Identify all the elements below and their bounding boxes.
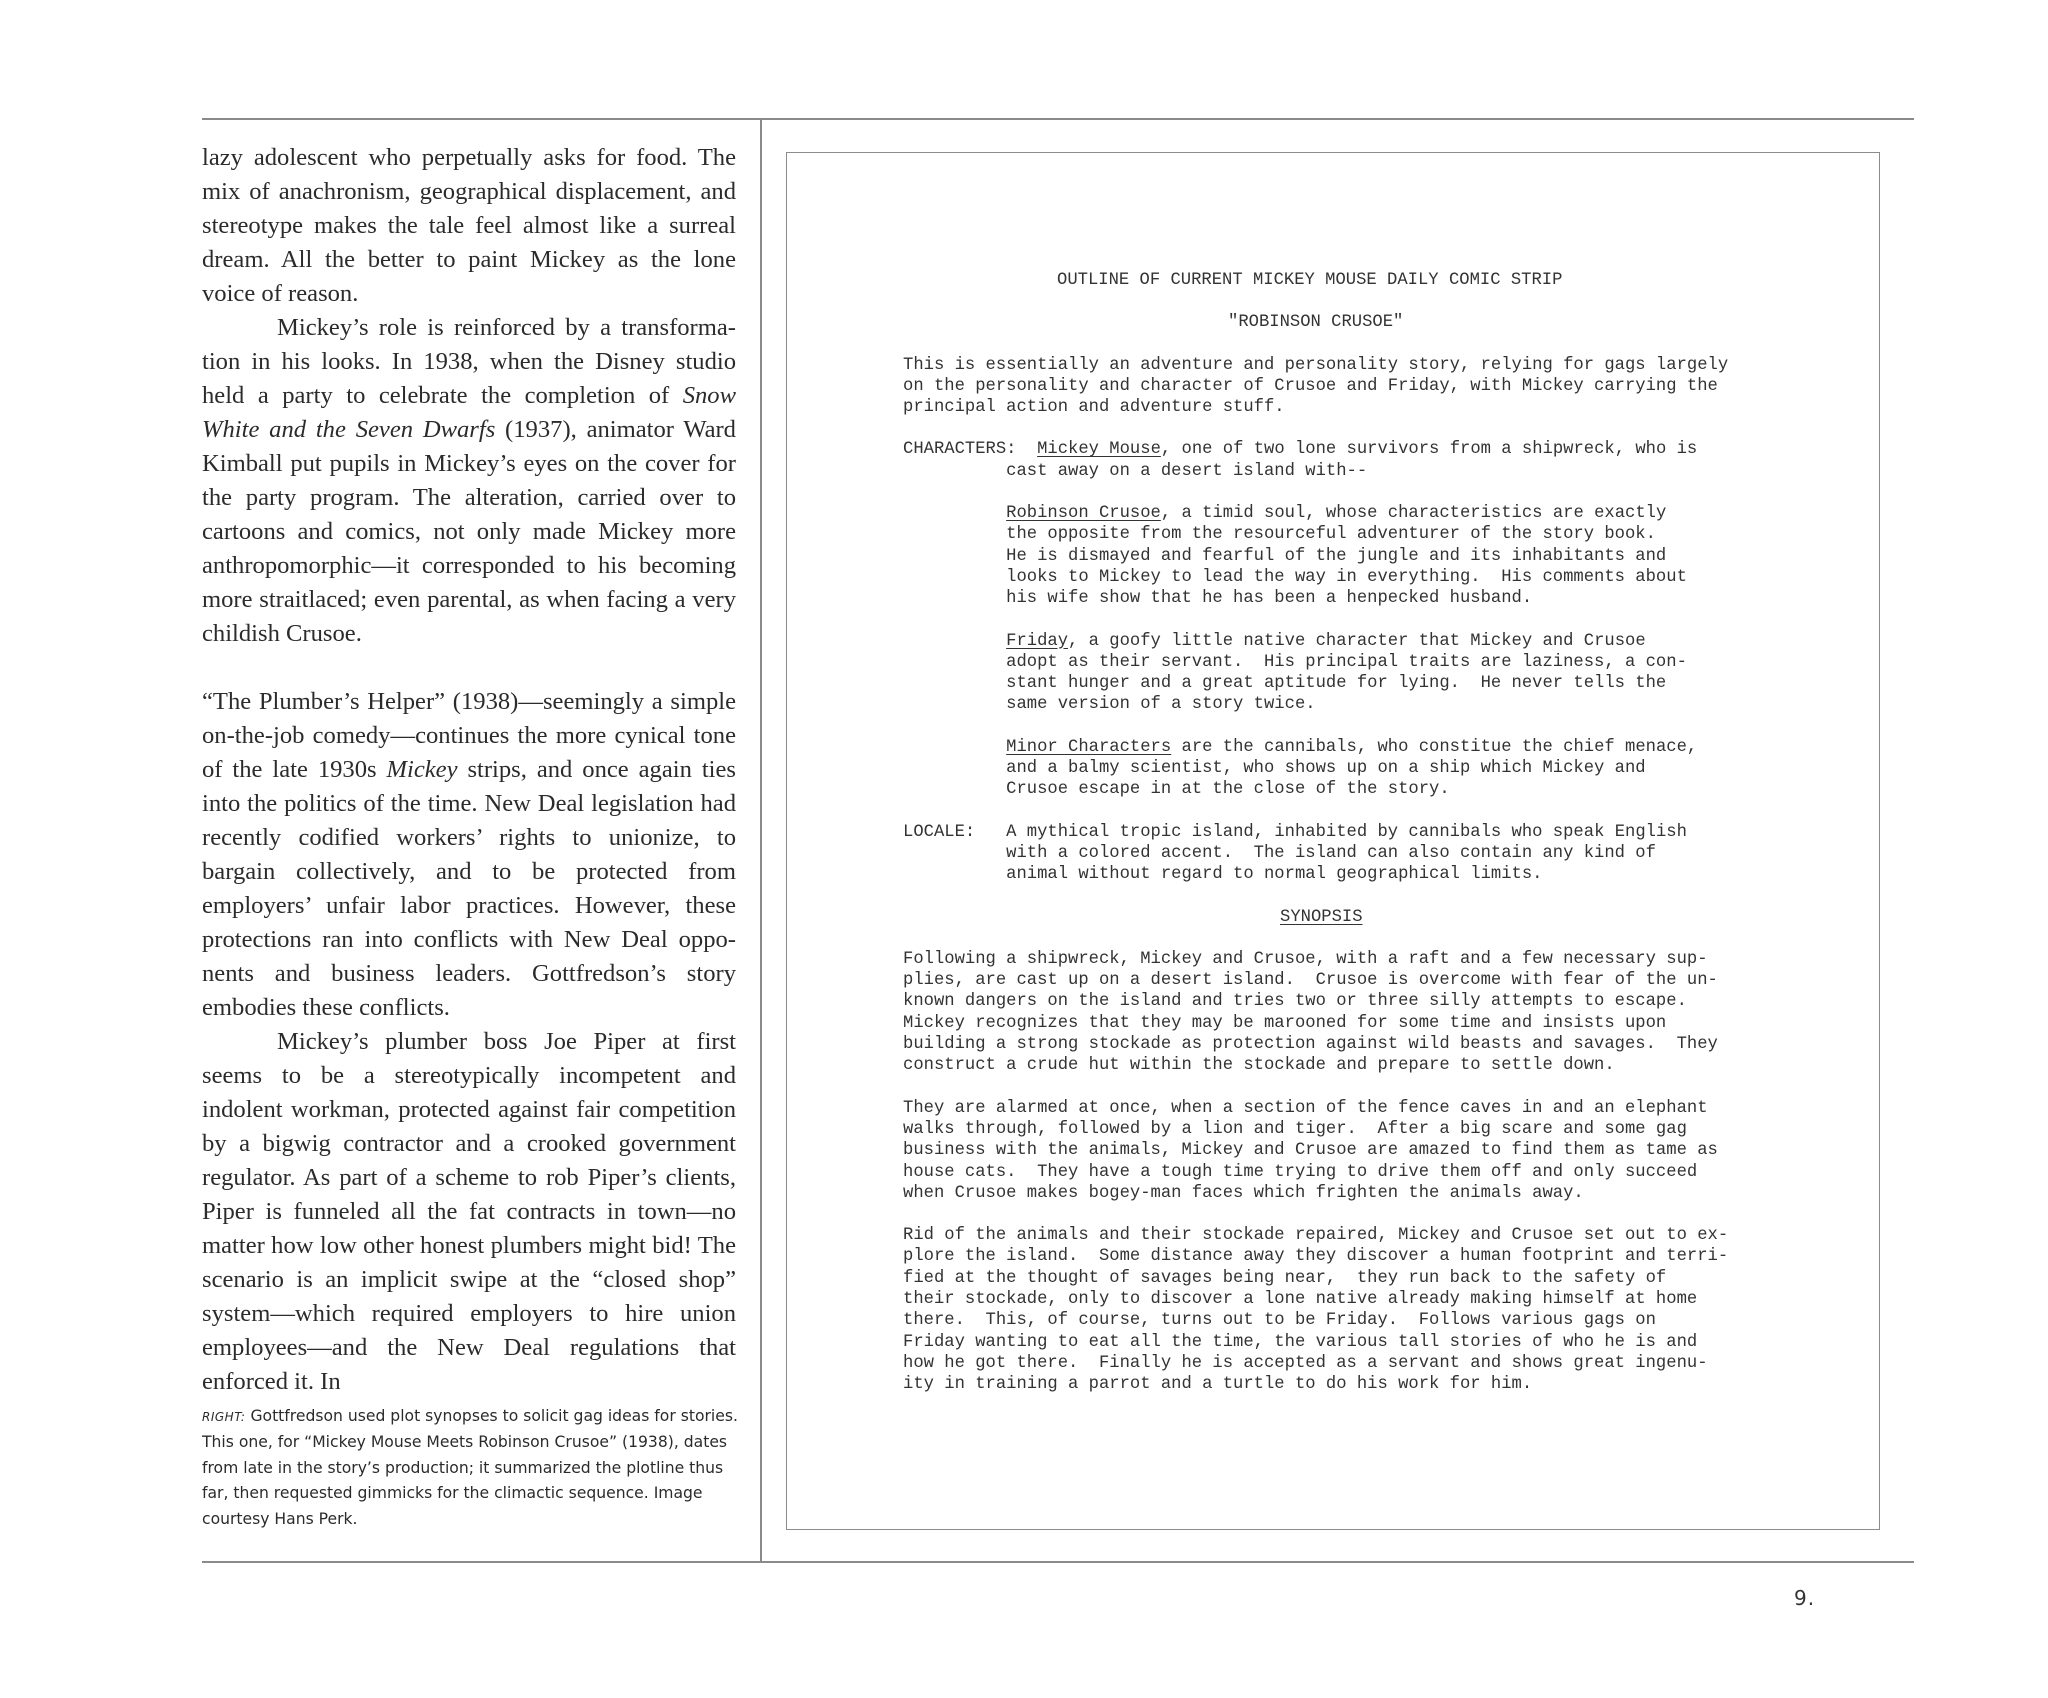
character-friday: Friday, a goofy little native character that Mickey and Crusoe adopt as their servant. His principal traits are laziness, a con- stant hunger and a great aptitude for lying. He never tells the same version of a story twice. <box>1006 631 1687 715</box>
synopsis-paragraph-3: Rid of the animals and their stockade repaired, Mickey and Crusoe set out to ex- plore the island. Some distance away they discover a human footprint and terri- fied at the thought of savages being near, they run back to the safety of their stockade, only to discover a lone native already making himself at home there. This, of course, turns out to be Friday. Follows various gags on Friday wanting to eat all the time, the various tall stories of who he is and how he got there. Finally he is accepted as a servant and shows great ingenu- ity in training a parrot and a turtle to do his work for him. <box>903 1226 1729 1395</box>
character-mickey: CHARACTERS: Mickey Mouse, one of two lone survivors from a shipwreck, who is cast away on a desert island with-- <box>903 440 1698 481</box>
outline-heading: OUTLINE OF CURRENT MICKEY MOUSE DAILY COMIC STRIP <box>1057 271 1563 290</box>
character-crusoe: Robinson Crusoe, a timid soul, whose characteristics are exactly the opposite from the resourceful adventurer of the story book. He is dismayed and fearful of the jungle and its inhabitants and looks to Mickey to lead the way in everything. His comments about his wife show that he has been a henpecked husband. <box>1006 504 1687 609</box>
strip-title: Mickey <box>386 756 458 783</box>
bottom-rule <box>202 1561 1914 1563</box>
typewritten-outline <box>903 270 1783 1395</box>
paragraph-3: “The Plumber’s Helper” (1938)—seemingly a simple on-the-job comedy—continues the more cynical tone of the late 1930s Mickey strips, and once again ties into the politics of the time. New Deal legislation had recently codified workers’ rights to unionize, to bargain collectively, and to be protected from employers’ unfair labor practices. However, these protections ran into conflicts with New Deal opponents and business leaders. Gottfredson’s story embodies these conflicts. <box>202 688 736 1021</box>
page-number: 9. <box>1794 1586 1816 1610</box>
top-rule <box>202 118 1914 120</box>
friday-name: Friday <box>1006 631 1069 651</box>
image-caption <box>202 1404 742 1532</box>
body-text-column <box>202 141 736 1399</box>
character-minor: Minor Characters are the cannibals, who constitue the chief menace, and a balmy scientist, who shows up on a ship which Mickey and Crusoe escape in at the close of the story. <box>1006 737 1698 800</box>
characters-label: CHARACTERS: <box>903 440 1017 460</box>
locale-label: LOCALE: <box>903 822 976 842</box>
outline-intro: This is essentially an adventure and personality story, relying for gags largely on the personality and character of Crusoe and Friday, with Mickey carrying the principal action and adventure stuff. <box>903 355 1729 418</box>
column-divider <box>760 119 762 1562</box>
paragraph-1: lazy adolescent who perpetually asks for food. The mix of anachronism, geographical displacement, and stereotype makes the tale feel almost like a surreal dream. All the better to paint Mickey as the lone voice of reason. <box>202 144 736 307</box>
synopsis-paragraph-1: Following a shipwreck, Mickey and Crusoe, with a raft and a few necessary sup- plies, are cast up on a desert island. Crusoe is overcome with fear of the un- known dangers on the island and tries two or three silly attempts to escape. Mickey recognizes that they may be marooned for some time and insists upon building a strong stockade as protection against wild beasts and savages. They construct a crude hut within the stockade and prepare to settle down. <box>903 949 1718 1076</box>
film-title: Snow White and the Seven Dwarfs <box>202 382 736 443</box>
locale: LOCALE: A mythical tropic island, inhabited by cannibals who speak English with a colored accent. The island can also contain any kind of animal without regard to normal geographical limits. <box>903 822 1687 885</box>
crusoe-name: Robinson Crusoe <box>1006 504 1161 524</box>
minor-name: Minor Characters <box>1006 737 1172 757</box>
outline-subheading: "ROBINSON CRUSOE" <box>1228 313 1404 333</box>
synopsis-heading: SYNOPSIS <box>1280 907 1363 927</box>
mickey-name: Mickey Mouse <box>1037 440 1161 460</box>
synopsis-paragraph-2: They are alarmed at once, when a section of the fence caves in and an elephant walks through, followed by a lion and tiger. After a big scare and some gag business with the animals, Mickey and Crusoe are amazed to find them as tame as house cats. They have a tough time trying to drive them off and only succeed when Crusoe makes bogey-man faces which frighten the animals away. <box>903 1098 1718 1203</box>
caption-text: Gottfredson used plot synopses to solicit gag ideas for stories. This one, for “Mickey Mouse Meets Robinson Crusoe” (1938), dates from late in the story’s production; it summarized the plotline thus far, then requested gimmicks for the climactic sequence. Image courtesy Hans Perk. <box>202 1407 738 1528</box>
paragraph-2: Mickey’s role is reinforced by a transformation in his looks. In 1938, when the Disney studio held a party to celebrate the completion of Snow White and the Seven Dwarfs (1937), animator Ward Kimball put pupils in Mickey’s eyes on the cover for the party program. The alteration, carried over to cartoons and comics, not only made Mickey more anthropomorphic—it corresponded to his becoming more straitlaced; even parental, as when facing a very childish Crusoe. <box>202 314 736 647</box>
paragraph-4: Mickey’s plumber boss Joe Piper at first seems to be a stereotypically incompetent and indolent workman, protected against fair competition by a bigwig contractor and a crooked government regulator. As part of a scheme to rob Piper’s clients, Piper is funneled all the fat contracts in town—no matter how low other honest plumbers might bid! The scenario is an implicit swipe at the “closed shop” system—which required employers to hire union employees—and the New Deal regulations that enforced it. In <box>202 1028 736 1395</box>
caption-label: RIGHT: <box>202 1410 246 1424</box>
